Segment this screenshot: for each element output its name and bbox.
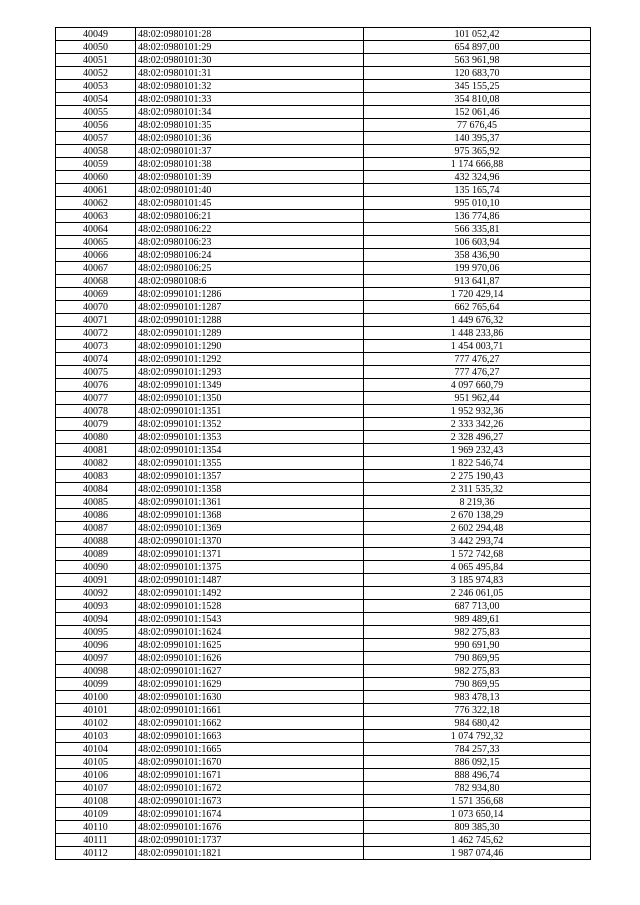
- row-number-cell: 40053: [56, 80, 136, 93]
- cadastral-value-cell: 782 934,80: [364, 782, 591, 795]
- row-number-cell: 40099: [56, 678, 136, 691]
- row-number-cell: 40051: [56, 54, 136, 67]
- cadastral-value-cell: 1 969 232,43: [364, 444, 591, 457]
- cadastral-number-cell: 48:02:0990101:1670: [136, 756, 364, 769]
- cadastral-value-cell: 2 333 342,26: [364, 418, 591, 431]
- row-number-cell: 40071: [56, 314, 136, 327]
- table-row: [56, 80, 591, 93]
- table-row: [56, 158, 591, 171]
- row-number-cell: 40052: [56, 67, 136, 80]
- table-row: [56, 353, 591, 366]
- table-row: [56, 275, 591, 288]
- cadastral-number-cell: 48:02:0980101:32: [136, 80, 364, 93]
- row-number-cell: 40109: [56, 808, 136, 821]
- table-row: [56, 509, 591, 522]
- row-number-cell: 40087: [56, 522, 136, 535]
- row-number-cell: 40067: [56, 262, 136, 275]
- cadastral-value-cell: 886 092,15: [364, 756, 591, 769]
- table-row: [56, 743, 591, 756]
- cadastral-value-cell: 983 478,13: [364, 691, 591, 704]
- row-number-cell: 40098: [56, 665, 136, 678]
- row-number-cell: 40111: [56, 834, 136, 847]
- cadastral-number-cell: 48:02:0980101:30: [136, 54, 364, 67]
- cadastral-number-cell: 48:02:0990101:1369: [136, 522, 364, 535]
- cadastral-value-cell: 809 385,30: [364, 821, 591, 834]
- row-number-cell: 40058: [56, 145, 136, 158]
- cadastral-value-cell: 106 603,94: [364, 236, 591, 249]
- cadastral-value-cell: 913 641,87: [364, 275, 591, 288]
- row-number-cell: 40059: [56, 158, 136, 171]
- cadastral-number-cell: 48:02:0980101:37: [136, 145, 364, 158]
- cadastral-number-cell: 48:02:0980101:36: [136, 132, 364, 145]
- table-row: [56, 262, 591, 275]
- row-number-cell: 40085: [56, 496, 136, 509]
- cadastral-number-cell: 48:02:0990101:1543: [136, 613, 364, 626]
- cadastral-value-cell: 432 324,96: [364, 171, 591, 184]
- row-number-cell: 40060: [56, 171, 136, 184]
- cadastral-number-cell: 48:02:0990101:1625: [136, 639, 364, 652]
- cadastral-number-cell: 48:02:0990101:1293: [136, 366, 364, 379]
- cadastral-value-cell: 4 097 660,79: [364, 379, 591, 392]
- cadastral-value-cell: 135 165,74: [364, 184, 591, 197]
- cadastral-number-cell: 48:02:0990101:1354: [136, 444, 364, 457]
- row-number-cell: 40092: [56, 587, 136, 600]
- row-number-cell: 40086: [56, 509, 136, 522]
- row-number-cell: 40106: [56, 769, 136, 782]
- table-row: [56, 717, 591, 730]
- cadastral-number-cell: 48:02:0990101:1676: [136, 821, 364, 834]
- table-row: [56, 587, 591, 600]
- cadastral-number-cell: 48:02:0980106:25: [136, 262, 364, 275]
- cadastral-value-cell: 101 052,42: [364, 28, 591, 41]
- table-row: [56, 210, 591, 223]
- cadastral-value-cell: 888 496,74: [364, 769, 591, 782]
- cadastral-number-cell: 48:02:0990101:1355: [136, 457, 364, 470]
- cadastral-number-cell: 48:02:0990101:1289: [136, 327, 364, 340]
- row-number-cell: 40096: [56, 639, 136, 652]
- cadastral-value-cell: 140 395,37: [364, 132, 591, 145]
- row-number-cell: 40072: [56, 327, 136, 340]
- cadastral-value-cell: 4 065 495,84: [364, 561, 591, 574]
- cadastral-value-cell: 982 275,83: [364, 626, 591, 639]
- cadastral-number-cell: 48:02:0990101:1287: [136, 301, 364, 314]
- cadastral-value-cell: 1 074 792,32: [364, 730, 591, 743]
- cadastral-value-cell: 777 476,27: [364, 366, 591, 379]
- cadastral-number-cell: 48:02:0980101:34: [136, 106, 364, 119]
- row-number-cell: 40077: [56, 392, 136, 405]
- table-row: [56, 691, 591, 704]
- table-row: [56, 184, 591, 197]
- cadastral-number-cell: 48:02:0990101:1350: [136, 392, 364, 405]
- row-number-cell: 40075: [56, 366, 136, 379]
- cadastral-number-cell: 48:02:0980101:28: [136, 28, 364, 41]
- table-row: [56, 67, 591, 80]
- table-row: [56, 457, 591, 470]
- table-row: [56, 418, 591, 431]
- table-row: [56, 444, 591, 457]
- cadastral-number-cell: 48:02:0980101:38: [136, 158, 364, 171]
- cadastral-number-cell: 48:02:0980101:33: [136, 93, 364, 106]
- table-row: [56, 470, 591, 483]
- cadastral-value-cell: 951 962,44: [364, 392, 591, 405]
- cadastral-number-cell: 48:02:0990101:1370: [136, 535, 364, 548]
- table-row: [56, 41, 591, 54]
- table-row: [56, 93, 591, 106]
- row-number-cell: 40057: [56, 132, 136, 145]
- cadastral-number-cell: 48:02:0990101:1357: [136, 470, 364, 483]
- table-row: [56, 379, 591, 392]
- cadastral-value-cell: 136 774,86: [364, 210, 591, 223]
- row-number-cell: 40090: [56, 561, 136, 574]
- cadastral-value-cell: 358 436,90: [364, 249, 591, 262]
- table-row: [56, 54, 591, 67]
- cadastral-value-cell: 3 185 974,83: [364, 574, 591, 587]
- row-number-cell: 40074: [56, 353, 136, 366]
- cadastral-number-cell: 48:02:0990101:1671: [136, 769, 364, 782]
- cadastral-number-cell: 48:02:0990101:1630: [136, 691, 364, 704]
- row-number-cell: 40054: [56, 93, 136, 106]
- table-row: [56, 548, 591, 561]
- cadastral-value-cell: 1 454 003,71: [364, 340, 591, 353]
- row-number-cell: 40112: [56, 847, 136, 860]
- row-number-cell: 40091: [56, 574, 136, 587]
- table-row: [56, 132, 591, 145]
- table-row: [56, 665, 591, 678]
- table-row: [56, 223, 591, 236]
- row-number-cell: 40056: [56, 119, 136, 132]
- cadastral-number-cell: 48:02:0990101:1663: [136, 730, 364, 743]
- cadastral-value-cell: 1 720 429,14: [364, 288, 591, 301]
- table-row: [56, 795, 591, 808]
- table-body: [56, 28, 591, 860]
- row-number-cell: 40081: [56, 444, 136, 457]
- cadastral-number-cell: 48:02:0990101:1358: [136, 483, 364, 496]
- cadastral-value-cell: 2 311 535,32: [364, 483, 591, 496]
- cadastral-number-cell: 48:02:0990101:1288: [136, 314, 364, 327]
- cadastral-number-cell: 48:02:0980101:39: [136, 171, 364, 184]
- cadastral-value-cell: 1 571 356,68: [364, 795, 591, 808]
- cadastral-value-cell: 784 257,33: [364, 743, 591, 756]
- cadastral-value-cell: 3 442 293,74: [364, 535, 591, 548]
- cadastral-number-cell: 48:02:0990101:1673: [136, 795, 364, 808]
- cadastral-value-cell: 989 489,61: [364, 613, 591, 626]
- cadastral-number-cell: 48:02:0990101:1674: [136, 808, 364, 821]
- cadastral-number-cell: 48:02:0990101:1375: [136, 561, 364, 574]
- cadastral-value-cell: 2 602 294,48: [364, 522, 591, 535]
- cadastral-value-cell: 345 155,25: [364, 80, 591, 93]
- table-row: [56, 431, 591, 444]
- cadastral-number-cell: 48:02:0990101:1629: [136, 678, 364, 691]
- cadastral-number-cell: 48:02:0990101:1353: [136, 431, 364, 444]
- cadastral-number-cell: 48:02:0990101:1292: [136, 353, 364, 366]
- cadastral-number-cell: 48:02:0980101:29: [136, 41, 364, 54]
- table-row: [56, 301, 591, 314]
- row-number-cell: 40069: [56, 288, 136, 301]
- cadastral-value-cell: 2 328 496,27: [364, 431, 591, 444]
- row-number-cell: 40065: [56, 236, 136, 249]
- row-number-cell: 40062: [56, 197, 136, 210]
- row-number-cell: 40101: [56, 704, 136, 717]
- table-row: [56, 652, 591, 665]
- cadastral-value-cell: 790 869,95: [364, 652, 591, 665]
- cadastral-number-cell: 48:02:0990101:1627: [136, 665, 364, 678]
- cadastral-number-cell: 48:02:0990101:1368: [136, 509, 364, 522]
- row-number-cell: 40073: [56, 340, 136, 353]
- row-number-cell: 40068: [56, 275, 136, 288]
- cadastral-number-cell: 48:02:0990101:1487: [136, 574, 364, 587]
- table-row: [56, 782, 591, 795]
- row-number-cell: 40079: [56, 418, 136, 431]
- cadastral-value-cell: 120 683,70: [364, 67, 591, 80]
- table-row: [56, 249, 591, 262]
- row-number-cell: 40050: [56, 41, 136, 54]
- cadastral-value-cell: 1 448 233,86: [364, 327, 591, 340]
- row-number-cell: 40088: [56, 535, 136, 548]
- table-row: [56, 119, 591, 132]
- row-number-cell: 40103: [56, 730, 136, 743]
- cadastral-number-cell: 48:02:0990101:1290: [136, 340, 364, 353]
- cadastral-number-cell: 48:02:0980101:35: [136, 119, 364, 132]
- cadastral-value-cell: 77 676,45: [364, 119, 591, 132]
- table-row: [56, 561, 591, 574]
- table-row: [56, 197, 591, 210]
- row-number-cell: 40093: [56, 600, 136, 613]
- cadastral-value-cell: 563 961,98: [364, 54, 591, 67]
- cadastral-value-cell: 1 174 666,88: [364, 158, 591, 171]
- cadastral-number-cell: 48:02:0990101:1661: [136, 704, 364, 717]
- row-number-cell: 40055: [56, 106, 136, 119]
- cadastral-number-cell: 48:02:0990101:1286: [136, 288, 364, 301]
- table-row: [56, 327, 591, 340]
- row-number-cell: 40049: [56, 28, 136, 41]
- cadastral-value-cell: 1 987 074,46: [364, 847, 591, 860]
- cadastral-value-cell: 354 810,08: [364, 93, 591, 106]
- table-row: [56, 600, 591, 613]
- table-row: [56, 535, 591, 548]
- table-row: [56, 522, 591, 535]
- table-row: [56, 626, 591, 639]
- cadastral-value-cell: 995 010,10: [364, 197, 591, 210]
- cadastral-value-cell: 1 073 650,14: [364, 808, 591, 821]
- cadastral-value-cell: 1 462 745,62: [364, 834, 591, 847]
- table-row: [56, 730, 591, 743]
- table-row: [56, 496, 591, 509]
- table-row: [56, 171, 591, 184]
- row-number-cell: 40082: [56, 457, 136, 470]
- cadastral-value-cell: 654 897,00: [364, 41, 591, 54]
- cadastral-number-cell: 48:02:0990101:1351: [136, 405, 364, 418]
- cadastral-value-cell: 152 061,46: [364, 106, 591, 119]
- cadastral-value-cell: 566 335,81: [364, 223, 591, 236]
- cadastral-value-cell: 790 869,95: [364, 678, 591, 691]
- row-number-cell: 40104: [56, 743, 136, 756]
- cadastral-value-cell: 982 275,83: [364, 665, 591, 678]
- row-number-cell: 40063: [56, 210, 136, 223]
- row-number-cell: 40095: [56, 626, 136, 639]
- cadastral-number-cell: 48:02:0990101:1352: [136, 418, 364, 431]
- cadastral-number-cell: 48:02:0990101:1492: [136, 587, 364, 600]
- cadastral-value-cell: 8 219,36: [364, 496, 591, 509]
- table-row: [56, 847, 591, 860]
- cadastral-number-cell: 48:02:0990101:1662: [136, 717, 364, 730]
- table-row: [56, 574, 591, 587]
- cadastral-value-table: [55, 27, 591, 860]
- cadastral-value-cell: 2 670 138,29: [364, 509, 591, 522]
- row-number-cell: 40066: [56, 249, 136, 262]
- cadastral-number-cell: 48:02:0980101:45: [136, 197, 364, 210]
- row-number-cell: 40097: [56, 652, 136, 665]
- row-number-cell: 40100: [56, 691, 136, 704]
- row-number-cell: 40080: [56, 431, 136, 444]
- table-row: [56, 106, 591, 119]
- cadastral-value-cell: 2 275 190,43: [364, 470, 591, 483]
- cadastral-value-cell: 975 365,92: [364, 145, 591, 158]
- cadastral-value-cell: 776 322,18: [364, 704, 591, 717]
- cadastral-number-cell: 48:02:0990101:1672: [136, 782, 364, 795]
- cadastral-value-cell: 777 476,27: [364, 353, 591, 366]
- row-number-cell: 40110: [56, 821, 136, 834]
- table-row: [56, 678, 591, 691]
- table-row: [56, 756, 591, 769]
- cadastral-number-cell: 48:02:0990101:1624: [136, 626, 364, 639]
- cadastral-number-cell: 48:02:0980106:22: [136, 223, 364, 236]
- cadastral-number-cell: 48:02:0990101:1737: [136, 834, 364, 847]
- table-row: [56, 405, 591, 418]
- table-row: [56, 28, 591, 41]
- table-row: [56, 236, 591, 249]
- cadastral-number-cell: 48:02:0980101:31: [136, 67, 364, 80]
- cadastral-number-cell: 48:02:0990101:1371: [136, 548, 364, 561]
- cadastral-number-cell: 48:02:0980106:24: [136, 249, 364, 262]
- row-number-cell: 40107: [56, 782, 136, 795]
- table-row: [56, 834, 591, 847]
- row-number-cell: 40108: [56, 795, 136, 808]
- cadastral-value-cell: 1 572 742,68: [364, 548, 591, 561]
- row-number-cell: 40070: [56, 301, 136, 314]
- table-row: [56, 483, 591, 496]
- cadastral-value-cell: 1 952 932,36: [364, 405, 591, 418]
- cadastral-number-cell: 48:02:0990101:1821: [136, 847, 364, 860]
- cadastral-number-cell: 48:02:0980108:6: [136, 275, 364, 288]
- cadastral-number-cell: 48:02:0990101:1349: [136, 379, 364, 392]
- cadastral-value-cell: 990 691,90: [364, 639, 591, 652]
- row-number-cell: 40064: [56, 223, 136, 236]
- table-row: [56, 639, 591, 652]
- table-row: [56, 769, 591, 782]
- cadastral-number-cell: 48:02:0990101:1626: [136, 652, 364, 665]
- table-row: [56, 314, 591, 327]
- cadastral-number-cell: 48:02:0990101:1361: [136, 496, 364, 509]
- table-row: [56, 821, 591, 834]
- cadastral-value-cell: 1 449 676,32: [364, 314, 591, 327]
- table-row: [56, 704, 591, 717]
- table-row: [56, 613, 591, 626]
- table-row: [56, 288, 591, 301]
- cadastral-number-cell: 48:02:0990101:1528: [136, 600, 364, 613]
- cadastral-value-cell: 662 765,64: [364, 301, 591, 314]
- row-number-cell: 40102: [56, 717, 136, 730]
- table-row: [56, 392, 591, 405]
- cadastral-value-cell: 199 970,06: [364, 262, 591, 275]
- row-number-cell: 40083: [56, 470, 136, 483]
- row-number-cell: 40094: [56, 613, 136, 626]
- row-number-cell: 40078: [56, 405, 136, 418]
- cadastral-number-cell: 48:02:0990101:1665: [136, 743, 364, 756]
- cadastral-value-cell: 687 713,00: [364, 600, 591, 613]
- cadastral-number-cell: 48:02:0980106:21: [136, 210, 364, 223]
- row-number-cell: 40089: [56, 548, 136, 561]
- cadastral-number-cell: 48:02:0980106:23: [136, 236, 364, 249]
- row-number-cell: 40084: [56, 483, 136, 496]
- table-row: [56, 366, 591, 379]
- cadastral-number-cell: 48:02:0980101:40: [136, 184, 364, 197]
- cadastral-value-cell: 2 246 061,05: [364, 587, 591, 600]
- table-row: [56, 808, 591, 821]
- row-number-cell: 40076: [56, 379, 136, 392]
- row-number-cell: 40105: [56, 756, 136, 769]
- row-number-cell: 40061: [56, 184, 136, 197]
- table-row: [56, 145, 591, 158]
- table-row: [56, 340, 591, 353]
- cadastral-value-cell: 1 822 546,74: [364, 457, 591, 470]
- cadastral-value-cell: 984 680,42: [364, 717, 591, 730]
